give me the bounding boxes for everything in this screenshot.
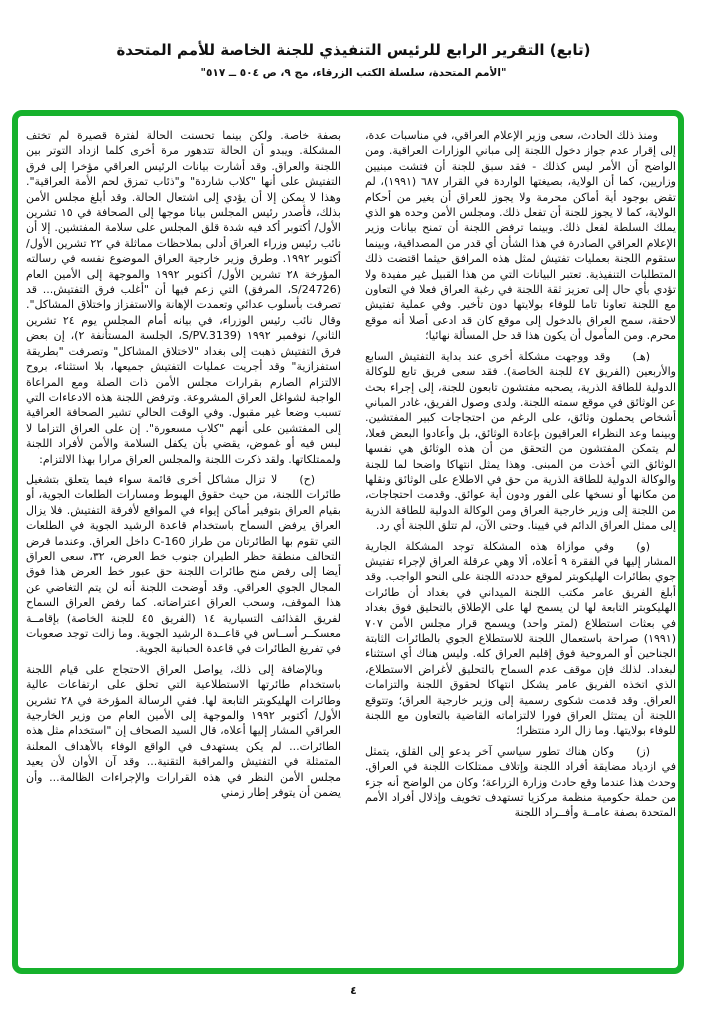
header [0, 40, 707, 79]
paragraph-text: وقد ووجهت مشكلة أخرى عند بداية التفتيش السابع والأربعين (الفريق ٤٧ للجنة الخاصة). فقد سعى فريق تابع للوكالة الدولية للطاقة الذرية، يصحبه مفتشون تابعون للجنة، إلى إجراء بحث عن الوثائق في موقع سمته اللجنة. ولدى وصول الفريق، غادر المباني أشخاص يحملون وثائق، على الرغم من احتجاجات كبير المفتشين. وبينما وعد النظراء العراقيون بإعادة الوثائق، بل وأعادوا البعض فعلا، لم يتمكن المفتشون من التحقق من أن هذه الوثائق هي نفسها الوثائق التي أخذت من المبنى. وهذا يمثل انتهاكا واضحا لما للجنة والوكالة الدولية للطاقة الذرية من حق في الاطلاع على الوثائق ونقلها من مكانها أو نسخها على الفور ودون أية عوائق. وقدمت احتجاجات، من اللجنة إلى وزير خارجية العراق ومن الوكالة الدولية للطاقة الذرية إلى ممثل العراق الدائم في فيينا. وحتى الآن، لم تتلق اللجنة أي رد. [365, 349, 676, 533]
paragraph-text: لا تزال مشاكل أخرى قائمة سواء فيما يتعلق بتشغيل طائرات اللجنة، من حيث حقوق الهبوط ومسارات الطلعات الجوية، أو بقيام العراق بتوفير أماكن إيواء في المواقع لأفرقة التفتيش. فلا يزال العراق يرفض السماح باستخدام قاعدة الرشيد الجوية في الطلعات التي تقوم بها الطائرتان من طراز C-160 داخل العراق. وعندما فرض التحالف منطقة حظر الطيران جنوب خط العرض، ٣٢، سعى العراق أيضا إلى رفض منح طائرات اللجنة حق عبور خط العرض هذا فوق المجال الجوي العراقي. وقد أوضحت اللجنة أنه لن يتم التغاضي عن هذا الموقف، وسحب العراق اعتراضاته. كما رفض العراق السماح لفريق القذائف التسيارية ١٤ (الفريق ٤٥ للجنة الخاصة) بإقامــة معسكــر أســاس في قاعــدة الرشيد الجوية. وما زالت توجد صعوبات في تفريغ الطائرات في قاعدة الحبانية الجوية. [26, 472, 341, 656]
paragraph [365, 349, 676, 534]
paragraph-text: وكان هناك تطور سياسي آخر يدعو إلى القلق، يتمثل في ازدياد مضايقة أفراد اللجنة وإتلاف ممتلكات اللجنة في العراق. وحدث هذا عندما وقع حادث وزارة الزراعة؛ وكان من الواضح أنه جزء من حملة حكومية منظمة مركزيا تستهدف تخويف وإذلال أفراد الأمم المتحدة بصفة عامــة وأفــراد اللجنة [365, 744, 676, 820]
paragraph-marker: (و) [636, 539, 650, 553]
paragraph [26, 128, 341, 467]
page-title: (تابع) التقرير الرابع للرئيس التنفيذي للجنة الخاصة للأمم المتحدة [116, 41, 591, 59]
paragraph-text: بصفة خاصة. ولكن بينما تحسنت الحالة لفترة قصيرة لم تختف المشكلة. ويبدو أن الحالة تتدهور مرة أخرى كلما ازداد التوتر بين اللجنة والعراق. وقد أشارت بيانات الرئيس العراقي مؤخرا إلى فرق التفتيش على أنها "كلاب شاردة" و"ذئاب تمزق لحم الأمة العراقية". وهذا لا يمكن إلا أن يؤدي إلى اشتعال الحالة. وقد أبلغ مجلس الأمن بذلك، فأصدر رئيس المجلس بيانا موجها إلى الصحافة في ١٥ تشرين الأول/ أكتوبر أكد فيه شدة قلق المجلس على سلامة المفتشين. إلا أن نائب رئيس وزراء العراق أدلى بملاحظات مماثلة في ٢٢ تشرين الأول/ أكتوبر ١٩٩٢. وطرق وزير خارجية العراق الموضوع نفسه في رسالته المؤرخة ٢٨ تشرين الأول/ أكتوبر ١٩٩٢ والموجهة إلى الأمين العام (S/24726، المرفق) التي زعم فيها أن "أغلب فرق التفتيش... قد تصرفت بأسلوب عدائي وتعمدت الإهانة والاستفزاز واختلاق المشاكل". وقال نائب رئيس الوزراء، في بيانه أمام المجلس يوم ٢٤ تشرين الثاني/ نوفمبر ١٩٩٢ (S/PV.3139، الجلسة المستأنفة ٢)، إن بعض فرق التفتيش ذهبت إلى بغداد "لاختلاق المشاكل" وتصرفت "بطريقة استفزازية" وقد أجريت عمليات التفتيش جميعها، بلا استثناء، بروح الالتزام الصارم بقرارات مجلس الأمن ذات الصلة ومع المراعاة الواجبة لشواغل العراق المشروعة. وترفض اللجنة هذه الادعاءات التي تسبب وضعا غير مقبول. وفي الوقت الحالي تشير الصحافة العراقية إلى المفتشين على أنهم "كلاب مسعورة". إن على العراق التزاما لا لبس فيه أو غموض، يقضي بأن يكفل السلامة والأمن لأفراد اللجنة ولممتلكاتها. ولقد ذكرت اللجنة والمجلس العراق مرارا بهذا الالتزام: [26, 129, 341, 466]
paragraph [365, 128, 676, 344]
page-number: ٤ [350, 984, 357, 997]
column-left [26, 128, 341, 928]
page-subtitle: "الأمم المتحدة، سلسلة الكتب الزرقاء، مج ٩، ص ٥٠٤ ــ ٥١٧" [200, 67, 507, 79]
paragraph-text: وبالإضافة إلى ذلك، يواصل العراق الاحتجاج على قيام اللجنة باستخدام طائرتها الاستطلاعية التي تحلق على ارتفاعات عالية وطائرات الهليكوبتر التابعة لها. ففي الرسالة المؤرخة في ٢٨ تشرين الأول/ أكتوبر ١٩٩٢ والموجهة إلى الأمين العام من وزير الخارجية العراقي المشار إليها أعلاه، قال السيد الصحاف إن "استخدام مثل هذه الطائرات... لم يكن يستهدف في الواقع الوفاء بالأهداف المعلنة المتمثلة في التفتيش والمراقبة التقنية... وقد آن الأوان لأن يعيد مجلس الأمن النظر في هذه القرارات والإجراءات الظالمة... وأن يضمن أن يتوفر إطار زمني [26, 662, 341, 800]
column-right [365, 128, 676, 928]
paragraph-marker: (ح) [299, 472, 315, 486]
paragraph [365, 539, 676, 739]
paragraph-marker: (هـ) [632, 349, 650, 363]
paragraph-text: ومنذ ذلك الحادث، سعى وزير الإعلام العراقي، في مناسبات عدة، إلى إقرار عدم جواز دخول اللجنة إلى مباني الوزارات العراقية. ومن الواضح أن الأمر ليس كذلك - فقد سبق للجنة أن فتشت مبنيين وزاريين، كما أن الولاية، بصيغتها الواردة في القرار ٦٨٧ (١٩٩١)، لم تقض بوجود أية أماكن محرمة ولا يجوز للعراق أن يغير من أحكام الولاية، كما لا يجوز للجنة أن تفعل ذلك. ومجلس الأمن وحده هو الذي يملك السلطة لفعل ذلك. وبينما ترفض اللجنة أن تمنح بيانات وزير الإعلام العراقي الصادرة في هذا الشأن أي قدر من المصداقية، وبينما ستقوم اللجنة بعمليات تفتيش لمثل هذه المرافق حيثما اقتضت ذلك المتطلبات التنفيذية. تعتبر البيانات التي من هذا القبيل غير مفيدة ولا تؤدي بأي حال إلى تعزيز ثقة اللجنة في رغبة العراق فعلا في التعاون مع اللجنة تعاونا تاما للوفاء بولايتها دون تأخير. وفي عملية تفتيش لاحقة، سمح العراق بالدخول إلى موقع كان قد ادعى أصلا أنه موقع محرم. ومن المأمول أن يكون هذا قد حل المسألة نهائيا؛ [365, 129, 676, 343]
paragraph [365, 744, 676, 821]
paragraph [26, 472, 341, 657]
paragraph-marker: (ز) [636, 744, 650, 758]
paragraph [26, 662, 341, 801]
paragraph-text: وفي موازاة هذه المشكلة توجد المشكلة الجارية المشار إليها في الفقرة ٩ أعلاه، ألا وهي عرقلة العراق لإجراء تفتيش جوي بطائرات الهليكوبتر لموقع حددته اللجنة على النحو الواجب. وقد أبلغ الفريق عامر مكتب اللجنة الميداني في بغداد أن طائرات الهليكوبتر التابعة لها لن يسمح لها على الإطلاق بالتحليق فوق بغداد في بعثات استطلاع (لمتر واحد) ويسمح قرار مجلس الأمن ٧٠٧ (١٩٩١) صراحة باستعمال اللجنة للاستطلاع الجوي بالطائرات الثابتة الجناحين أو المروحية فوق إقليم العراق كله. وليس هناك أي استثناء لبغداد. لذلك فإن موقف عدم السماح بالتحليق لأغراض الاستطلاع، الذي اتخذه الفريق عامر يشكل انتهاكا لحقوق اللجنة والتزامات العراق. وقد قدمت شكوى رسمية إلى وزير خارجية العراق؛ وتتوقع اللجنة أن يمتثل العراق فورا لالتزاماته القاضية بالتعاون مع اللجنة للوفاء بولايتها. وما زال الرد منتظرا؛ [365, 539, 676, 738]
